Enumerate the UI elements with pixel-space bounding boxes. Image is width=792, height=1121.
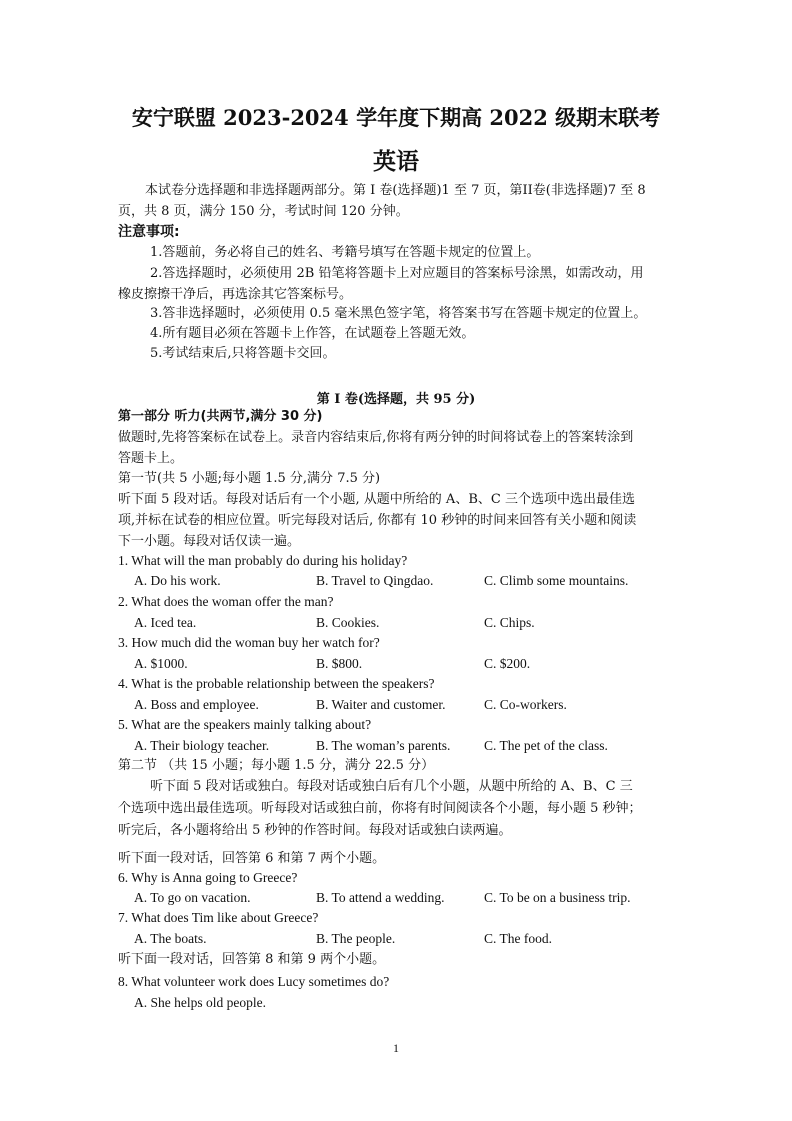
question-7: 7. What does Tim like about Greece? — [118, 910, 319, 925]
note-2a: 2.答选择题时，必须使用 2B 铅笔将答题卡上对应题目的答案标号涂黑，如需改动，用 — [150, 266, 644, 281]
option-c: C. The food. — [484, 931, 552, 946]
section2-directions-2: 个选项中选出最佳选项。听每段对话或独白前，你将有时间阅读各个小题，每小题 5 秒钟； — [118, 801, 642, 816]
option-c: C. Chips. — [484, 615, 535, 630]
question-4: 4. What is the probable relationship between the speakers? — [118, 676, 435, 691]
note-3: 3.答非选择题时，必须使用 0.5 毫米黑色签字笔，将答案书写在答题卡规定的位置上。 — [150, 306, 647, 321]
hint-questions-8-9: 听下面一段对话，回答第 8 和第 9 两个小题。 — [118, 952, 386, 967]
subject-title: 英语 — [373, 148, 419, 175]
note-5: 5.考试结束后,只将答题卡交回。 — [150, 346, 336, 361]
option-c: C. Co-workers. — [484, 697, 567, 712]
intro-line-2: 页，共 8 页，满分 150 分，考试时间 120 分钟。 — [118, 204, 409, 219]
question-8: 8. What volunteer work does Lucy sometimes do? — [118, 974, 390, 989]
option-b: B. Cookies. — [316, 615, 380, 630]
section1-heading: 第一节(共 5 小题;每小题 1.5 分,满分 7.5 分) — [118, 471, 381, 486]
question-6: 6. Why is Anna going to Greece? — [118, 870, 298, 885]
note-1: 1.答题前，务必将自己的姓名、考籍号填写在答题卡规定的位置上。 — [150, 245, 540, 260]
hint-questions-6-7: 听下面一段对话，回答第 6 和第 7 两个小题。 — [118, 851, 386, 866]
option-a: A. Boss and employee. — [134, 697, 259, 712]
option-b: B. Travel to Qingdao. — [316, 573, 434, 588]
part1-intro-1: 做题时,先将答案标在试卷上。录音内容结束后,你将有两分钟的时间将试卷上的答案转涂到 — [118, 430, 634, 445]
part1-heading: 第一部分 听力(共两节,满分 30 分) — [118, 409, 323, 424]
option-a: A. Their biology teacher. — [134, 738, 270, 753]
option-a: A. To go on vacation. — [134, 890, 251, 905]
notes-heading: 注意事项: — [118, 224, 180, 240]
intro-line-1: 本试卷分选择题和非选择题两部分。第 I 卷(选择题)1 至 7 页，第II卷(非选择题)7 至 8 — [145, 183, 646, 198]
page-number: 1 — [393, 1041, 399, 1055]
volume-1-heading: 第 I 卷(选择题，共 95 分) — [316, 392, 476, 407]
note-4: 4.所有题目必须在答题卡上作答，在试题卷上答题无效。 — [150, 326, 475, 341]
option-a: A. The boats. — [134, 931, 207, 946]
section2-directions-1: 听下面 5 段对话或独白。每段对话或独白后有几个小题，从题中所给的 A、B、C 三 — [150, 779, 633, 794]
option-b: B. $800. — [316, 656, 363, 671]
option-a: A. Iced tea. — [134, 615, 197, 630]
option-b: B. The people. — [316, 931, 396, 946]
question-1: 1. What will the man probably do during his holiday? — [118, 553, 408, 568]
question-2: 2. What does the woman offer the man? — [118, 594, 334, 609]
part1-intro-2: 答题卡上。 — [118, 451, 184, 466]
question-3: 3. How much did the woman buy her watch for? — [118, 635, 380, 650]
section1-directions-1: 听下面 5 段对话。每段对话后有一个小题, 从题中所给的 A、B、C 三个选项中选出最佳选 — [118, 492, 635, 507]
option-c: C. To be on a business trip. — [484, 890, 631, 905]
option-b: B. To attend a wedding. — [316, 890, 445, 905]
option-c: C. $200. — [484, 656, 531, 671]
option-a: A. Do his work. — [134, 573, 221, 588]
option-b: B. The woman’s parents. — [316, 738, 451, 753]
option-c: C. The pet of the class. — [484, 738, 608, 753]
option-a: A. $1000. — [134, 656, 188, 671]
question-5: 5. What are the speakers mainly talking about? — [118, 717, 372, 732]
section1-directions-2: 项,并标在试卷的相应位置。听完每段对话后, 你都有 10 秒钟的时间来回答有关小题和阅读 — [118, 513, 637, 528]
note-2b: 橡皮擦擦干净后，再选涂其它答案标号。 — [118, 287, 353, 302]
option-a: A. She helps old people. — [134, 995, 266, 1010]
section2-directions-3: 听完后，各小题将给出 5 秒钟的作答时间。每段对话或独白读两遍。 — [118, 823, 512, 838]
exam-title: 安宁联盟 2023-2024 学年度下期高 2022 级期末联考 — [131, 105, 661, 130]
section2-heading: 第二节 （共 15 小题；每小题 1.5 分，满分 22.5 分） — [118, 758, 435, 773]
option-b: B. Waiter and customer. — [316, 697, 446, 712]
section1-directions-3: 下一小题。每段对话仅读一遍。 — [118, 534, 301, 549]
option-c: C. Climb some mountains. — [484, 573, 629, 588]
